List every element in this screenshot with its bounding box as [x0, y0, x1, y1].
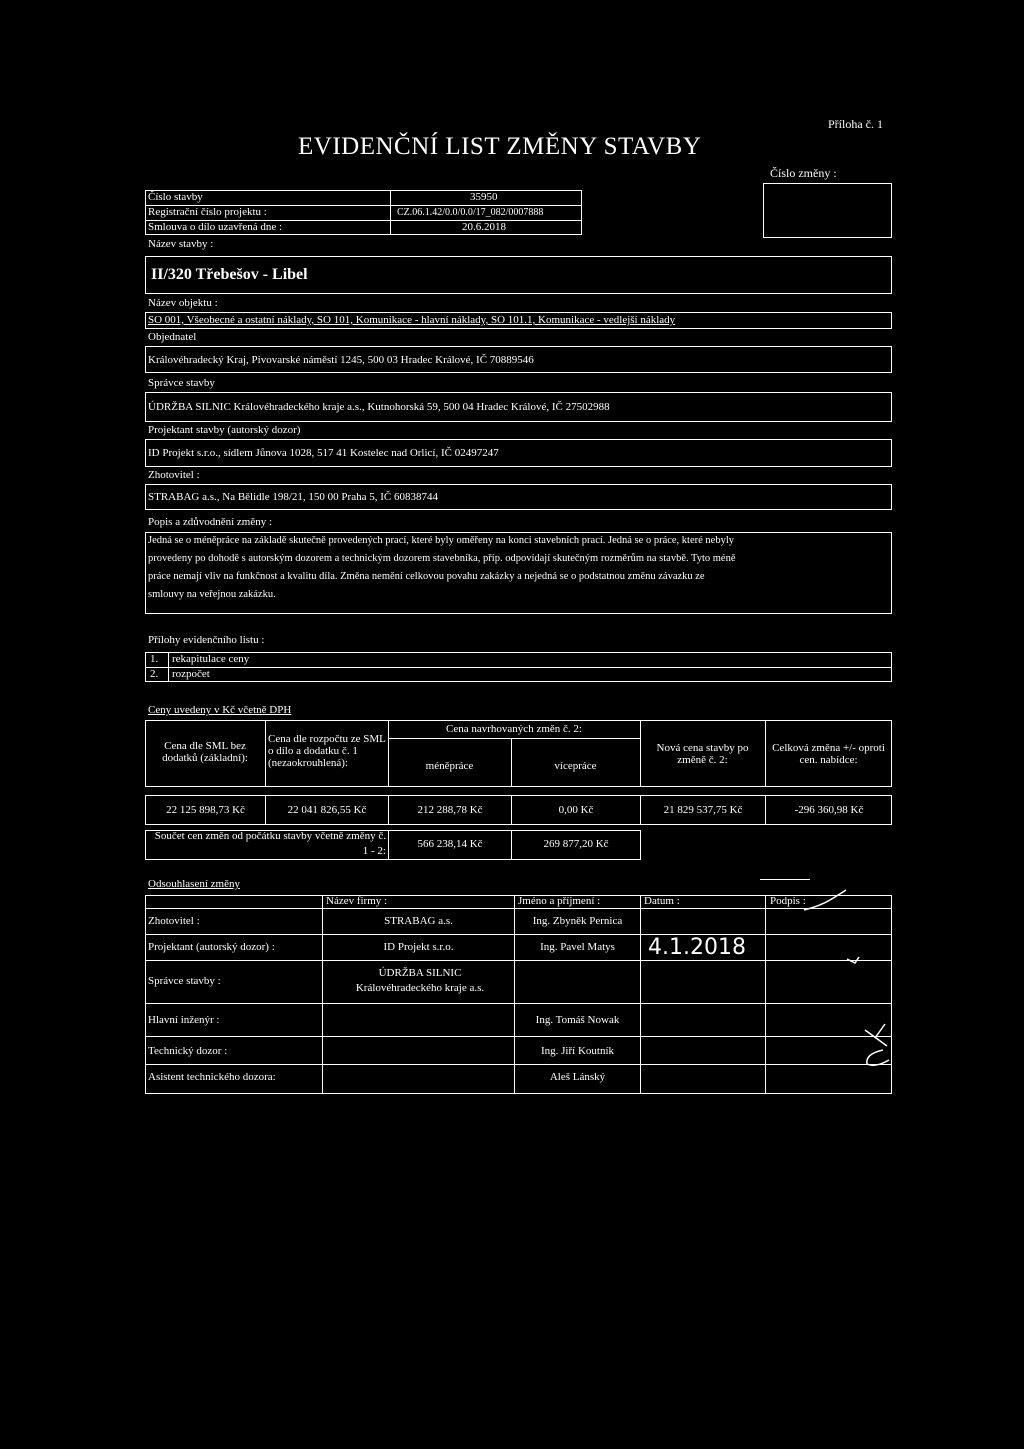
value-viceprace: 0,00 Kč: [558, 804, 594, 816]
value-new-price: 21 829 537,75 Kč: [663, 804, 743, 816]
divider: [145, 934, 892, 935]
attachments-label: Přílohy evidenčního listu :: [148, 634, 265, 646]
registracni-label: Registrační číslo projektu :: [148, 206, 267, 218]
change-number-label: Číslo změny :: [770, 166, 837, 180]
name-technicky-dozor: Ing. Jiří Koutník: [540, 1045, 615, 1057]
col-viceprace: vícepráce: [554, 760, 597, 772]
smlouva-label: Smlouva o dílo uzavřená dne :: [148, 221, 283, 233]
head-sign: Podpis :: [770, 895, 806, 907]
divider: [765, 720, 766, 787]
divider: [265, 720, 266, 787]
approval-label: Odsouhlasení změny: [148, 878, 240, 890]
projektant-value: ID Projekt s.r.o., sídlem Jůnova 1028, 517 41 Kostelec nad Orlicí, IČ 02497247: [148, 447, 499, 459]
role-hlavni-inzenyr: Hlavní inženýr :: [148, 1014, 220, 1026]
change-number-box: [763, 183, 892, 238]
firm-projektant: ID Projekt s.r.o.: [383, 941, 454, 953]
col-total-change: Celková změna +/- oproti cen. nabídce:: [772, 742, 885, 766]
divider: [168, 652, 169, 682]
name-hlavni-inzenyr: Ing. Tomáš Nowak: [535, 1014, 620, 1026]
divider: [390, 190, 391, 235]
attachment-num: 1.: [150, 653, 159, 665]
spravce-value: ÚDRŽBA SILNIC Královéhradeckého kraje a.s., Kutnohorská 59, 500 04 Hradec Králové, IČ 27502988: [148, 401, 610, 413]
value-menoprace: 212 288,78 Kč: [417, 804, 483, 816]
firm-zhotovitel: STRABAG a.s.: [384, 915, 453, 927]
col-sml-budget: Cena dle rozpočtu ze SML o dílo a dodatku č. 1 (nezaokrouhlená):: [268, 733, 386, 769]
description-line: Jedná se o méněpráce na základě skutečně provedených prací, které byly oměřeny na konci stavebních prací. Jedná se o práce, které nebyly: [148, 535, 734, 546]
divider: [145, 960, 892, 961]
head-firm: Název firmy :: [326, 895, 388, 907]
zhotovitel-value: STRABAG a.s., Na Bělidle 198/21, 150 00 Praha 5, IČ 60838744: [148, 491, 438, 503]
firm-spravce: ÚDRŽBA SILNIC Královéhradeckého kraje a.s.: [355, 967, 485, 994]
divider: [760, 879, 810, 880]
stavba-label: Číslo stavby: [148, 191, 203, 203]
signature-scribble: [845, 955, 865, 967]
value-total-change: -296 360,98 Kč: [794, 804, 864, 816]
document-title: EVIDENČNÍ LIST ZMĚNY STAVBY: [298, 133, 702, 160]
prices-label: Ceny uvedeny v Kč včetně DPH: [148, 704, 292, 716]
sum-label: Součet cen změn od počátku stavby včetně změny č. 1 - 2:: [154, 830, 386, 857]
signature-scribble: [855, 1020, 895, 1070]
handwritten-date: 4.1.2018: [648, 935, 746, 960]
description-line: smlouvy na veřejnou zakázku.: [148, 589, 276, 600]
attachment-num: 2.: [150, 668, 159, 680]
sum-menoprace: 566 238,14 Kč: [417, 838, 483, 850]
nazev-stavby-label: Název stavby :: [148, 238, 214, 250]
head-date: Datum :: [644, 895, 680, 907]
name-asistent: Aleš Lánský: [549, 1071, 606, 1083]
role-projektant: Projektant (autorský dozor) :: [148, 941, 275, 953]
objednatel-value: Královéhradecký Kraj, Pivovarské náměstí 1245, 500 03 Hradec Králové, IČ 70889546: [148, 354, 534, 366]
divider: [145, 1036, 892, 1037]
value-sml-base: 22 125 898,73 Kč: [166, 804, 245, 816]
name-projektant: Ing. Pavel Matys: [540, 941, 615, 953]
divider: [388, 720, 389, 787]
signature-scribble: [800, 888, 850, 918]
divider: [640, 720, 641, 787]
description-line: práce nemají vliv na funkčnost a kvalitu díla. Změna nemění celkovou povahu zakázky a nejedná se o podstatnou změnu závazku ze: [148, 571, 705, 582]
col-menoprace: méněpráce: [425, 760, 474, 772]
role-zhotovitel: Zhotovitel :: [148, 915, 200, 927]
smlouva-value: 20.6.2018: [462, 221, 506, 233]
divider: [511, 738, 512, 787]
projektant-label: Projektant stavby (autorský dozor): [148, 424, 301, 436]
divider: [145, 667, 892, 668]
sum-viceprace: 269 877,20 Kč: [543, 838, 609, 850]
nazev-stavby-value: II/320 Třebešov - Libel: [151, 266, 308, 283]
spravce-label: Správce stavby: [148, 377, 215, 389]
role-asistent: Asistent technického dozora:: [148, 1071, 276, 1083]
head-name: Jméno a příjmení :: [518, 895, 601, 907]
role-technicky-dozor: Technický dozor :: [148, 1045, 228, 1057]
zhotovitel-label: Zhotovitel :: [148, 469, 200, 481]
divider: [145, 1064, 892, 1065]
col-sml-base: Cena dle SML bez dodatků (základní):: [162, 740, 248, 764]
description-label: Popis a zdůvodnění změny :: [148, 516, 273, 528]
attachment-name: rekapitulace ceny: [172, 653, 250, 665]
stavba-value: 35950: [470, 191, 498, 203]
attachment-name: rozpočet: [172, 668, 210, 680]
value-sml-budget: 22 041 826,55 Kč: [287, 804, 367, 816]
name-zhotovitel: Ing. Zbyněk Pernica: [532, 915, 623, 927]
attachment-label: Příloha č. 1: [828, 117, 883, 131]
description-line: provedeny po dohodě s autorským dozorem a technickým dozorem stavebníka, příp. odpovídají skutečným rozměrům na stavbě. Tyto méně: [148, 553, 736, 564]
divider: [145, 908, 892, 909]
nazev-objektu-label: Název objektu :: [148, 297, 218, 309]
nazev-objektu-value: SO 001, Všeobecné a ostatní náklady, SO 101, Komunikace - hlavní náklady, SO 101.1, Komunikace - vedlejší náklady: [148, 314, 676, 326]
objednatel-label: Objednatel: [148, 331, 197, 343]
registracni-value: CZ.06.1.42/0.0/0.0/17_082/0007888: [397, 207, 544, 218]
role-spravce: Správce stavby :: [148, 975, 221, 987]
col-new-price: Nová cena stavby po změně č. 2:: [656, 742, 749, 766]
divider: [145, 1003, 892, 1004]
divider: [388, 738, 640, 739]
col-group-head: Cena navrhovaných změn č. 2:: [446, 723, 582, 735]
